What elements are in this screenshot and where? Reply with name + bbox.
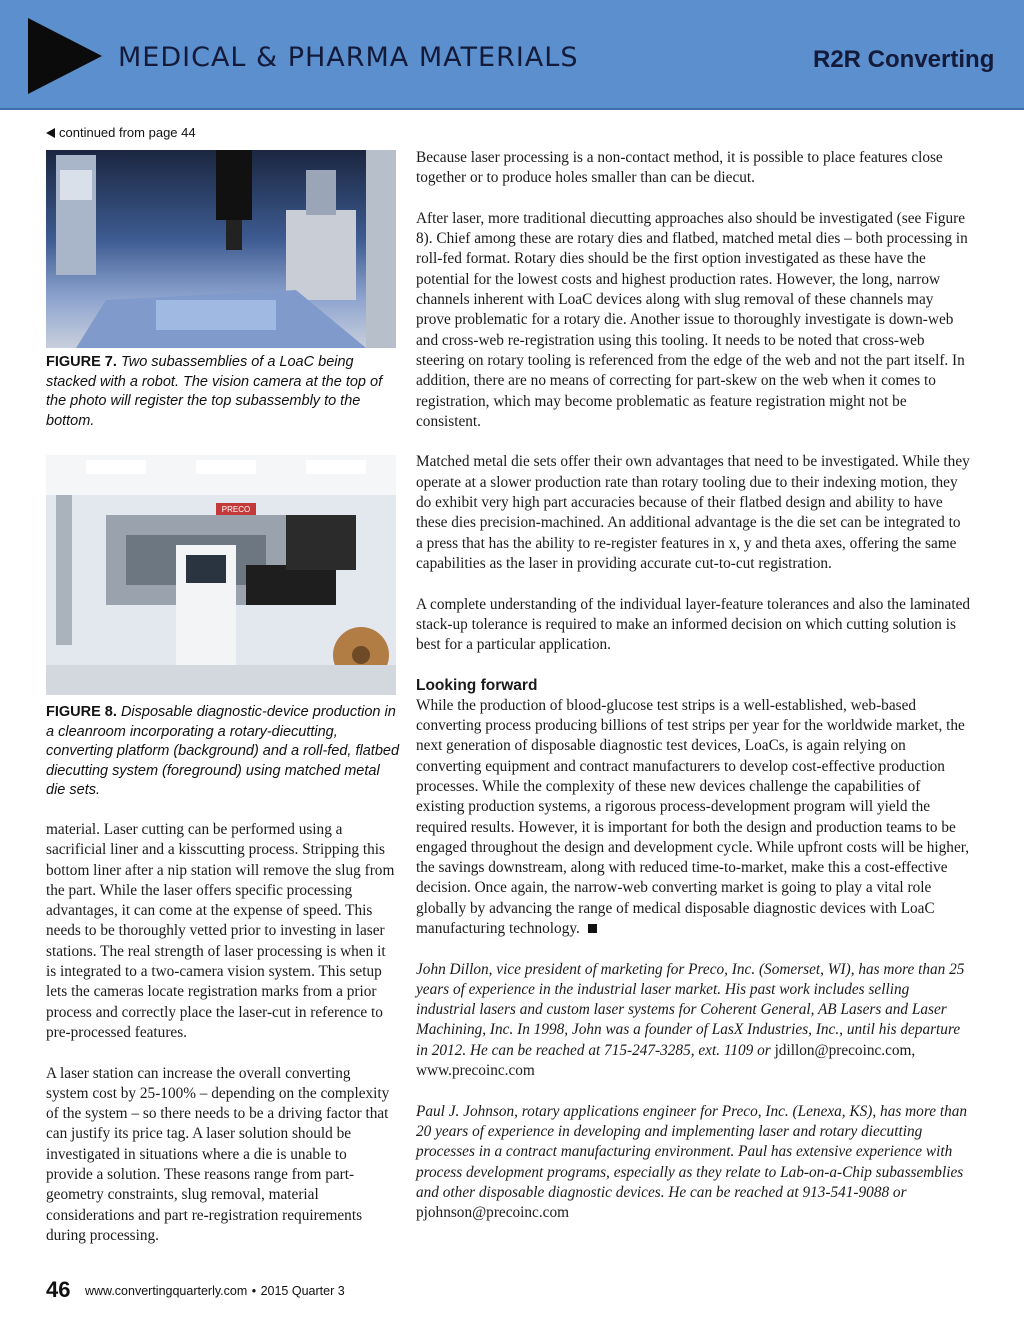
figure-8-photo (46, 455, 396, 695)
figure-7-caption-text: Two subassemblies of a LoaC being stacked with a robot. The vision camera at the top of the photo will register the top subassembly to the bottom. (46, 354, 383, 429)
footer-website: www.convertingquarterly.com (84, 1284, 248, 1298)
author-bio (416, 960, 971, 1082)
left-column (46, 820, 396, 1267)
figure-7-caption (46, 353, 401, 431)
closing-text: While the production of blood-glucose test strips is a well-established, web-based converting process producing billions of test strips per year for the worldwide market, the next generation of disposable diagnostic test devices, LoaCs, is again relying on converting equipment and contract manufacturers to develop cost-effective production processes. While the complexity of these new devices challenge the capabilities of existing production systems, a rigorous process-development program will yield the required results. However, it is important for both the design and production teams to be engaged throughout the design and development cycle. While upfront costs will be higher, the savings downstream, along with reduced time-to-market, make this a cost-effective decision. Once again, the narrow-web converting market is going to play a vital role globally by advancing the range of medical disposable diagnostic devices with LoaC manufacturing technology. (416, 696, 970, 937)
right-paragraph: Matched metal die sets offer their own advantages that need to be investigated. While they operate at a slower production rate than rotary tooling due to their indexing motion, they do exhibit very high part accuracies because of their flatbed design and ability to have these dies precision-machined. An additional advantage is the die set can be integrated to a press that has the ability to re-register features in x, y and theta axes, offering the same capabilities as the laser in providing accurate cut-to-cut registration. (416, 453, 970, 572)
continued-text: continued from page 44 (59, 125, 196, 140)
page-number: 46 (46, 1277, 71, 1302)
figure-8-caption-text: Disposable diagnostic-device production in a cleanroom incorporating a rotary-diecutting, converting platform (background) and a roll-fed, flatbed diecutting system (foreground) using matched metal die sets. (46, 704, 400, 798)
right-paragraph: A complete understanding of the individual layer-feature tolerances and also the laminated stack-up tolerance is required to make an informed decision on which cutting solution is best for a particular application. (416, 595, 971, 654)
section-title: MEDICAL & PHARMA MATERIALS (118, 42, 579, 73)
section-heading: Looking forward (416, 676, 538, 694)
author-bio-text: Paul J. Johnson, rotary applications engineer for Preco, Inc. (Lenexa, KS), has more than 20 years of experience in developing and implementing laser and rotary diecutting processes in a contract manufacturing environment. Paul has extensive experience with process development programs, especially as they relate to Lab-on-a-Chip subassemblies and other disposable diagnostic devices. He can be reached at 913-541-9088 or (416, 1102, 968, 1201)
footer-issue: 2015 Quarter 3 (260, 1284, 345, 1298)
end-mark-icon (588, 924, 597, 933)
left-paragraph: material. Laser cutting can be performed using a sacrificial liner and a kisscutting process. Stripping this bottom liner after a nip station will remove the slug from the part. While the laser offers specific processing advantages, it can come at the expense of speed. This needs to be thoroughly vetted prior to investing in laser stations. The real strength of laser processing is when it is integrated to a two-camera vision system. This setup lets the cameras locate registration marks from a prior process and correctly place the laser-cut in reference to pre-processed features. (46, 821, 395, 1041)
left-triangle-icon (46, 128, 55, 138)
author-bio-text: John Dillon, vice president of marketing for Preco, Inc. (Somerset, WI), has more than 25 years of experience in the industrial laser market. His past work includes selling industrial lasers and custom laser systems for Coherent General, AB Lasers and Laser Machining, Inc. In 1998, John was a founder of LasX Industries, Inc., until his departure in 2012. He can be reached at 715-247-3285, ext. 1109 or (416, 960, 965, 1059)
closing-paragraph (416, 696, 971, 940)
footer-separator: • (251, 1284, 257, 1298)
arrow-icon (28, 18, 102, 94)
author-contact: pjohnson@precoinc.com (416, 1204, 569, 1222)
figure-8-caption (46, 703, 401, 801)
figure-7-photo (46, 150, 396, 348)
figure-8-label: FIGURE 8. (46, 704, 117, 720)
left-paragraph: A laser station can increase the overall converting system cost by 25-100% – depending on the complexity of the system – so there needs to be a driving factor that can justify its price tag. A laser solution should be investigated in situations where a die is unable to provide a solution. These reasons range from part-geometry constraints, slug removal, material considerations and part re-registration requirements during processing. (46, 1064, 390, 1244)
right-paragraph: After laser, more traditional diecutting approaches also should be investigated (see Figure 8). Chief among these are rotary dies and flatbed, matched metal dies – both processing in roll-fed format. Rotary dies should be the first option investigated as these have the potential for the lowest costs and highest production rates. However, the long, narrow channels inherent with LoaC devices along with slug removal of these channels may prove problematic for a rotary die. Another issue to thoroughly investigate is down-web and cross-web re-registration using this tooling. It needs to be noted that cross-web steering on rotary tooling is referenced from the edge of the web and not the part itself. In addition, there are no means of correcting for part-skew on the web when it comes to registration, which may become problematic as feature registration might not be consistent. (416, 209, 968, 430)
author-bio (416, 1102, 971, 1224)
right-paragraph: Because laser processing is a non-contact method, it is possible to place features close together or to produce holes smaller than can be diecut. (416, 149, 943, 187)
page-footer (46, 1277, 345, 1303)
figure-7-label: FIGURE 7. (46, 354, 117, 370)
section-subtitle: R2R Converting (813, 46, 995, 73)
continued-note (46, 125, 196, 140)
preco-sign: PRECO (221, 505, 251, 514)
right-column (416, 148, 971, 1244)
author-contact: jdillon@precoinc.com, www.precoinc.com (416, 1041, 916, 1080)
section-banner (0, 0, 1024, 110)
